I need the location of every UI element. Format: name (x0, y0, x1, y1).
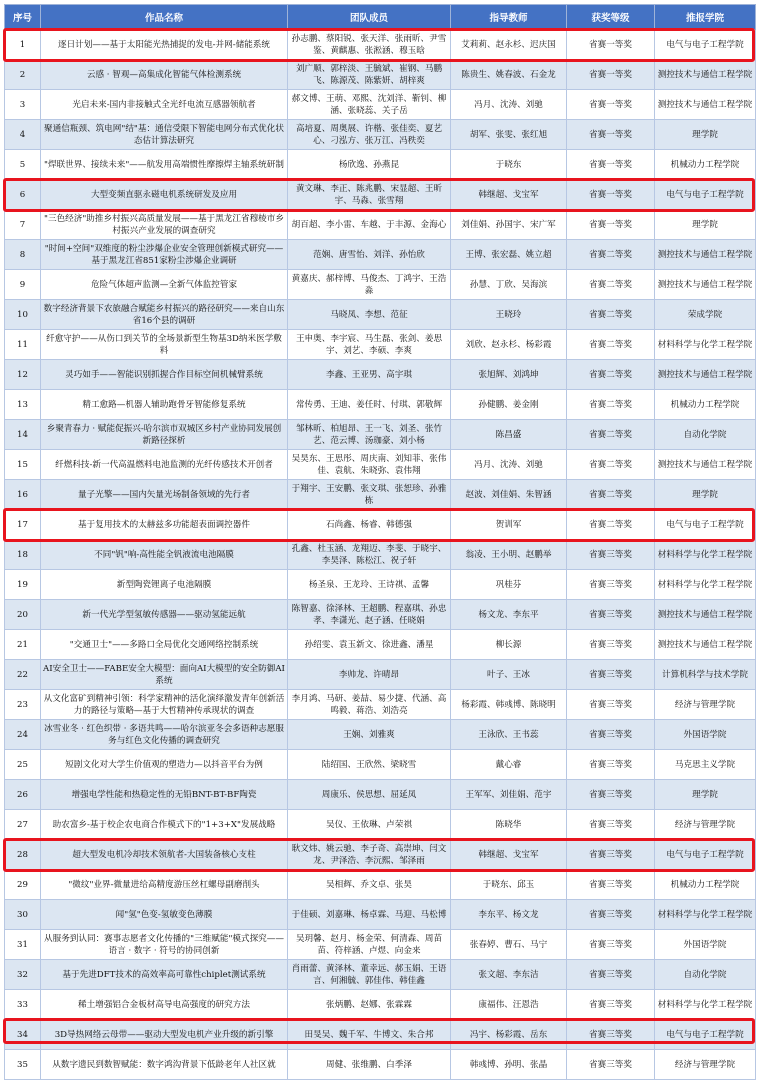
work-name: 新型陶瓷锂离子电池隔膜 (41, 570, 288, 600)
table-row (5, 630, 756, 660)
table-row (5, 360, 756, 390)
table-row (5, 330, 756, 360)
row-index: 10 (5, 300, 41, 330)
work-name: 冰雪业冬 · 红色织带 · 多语共鸣——哈尔滨亚冬会多语种志愿服务与红色文化传播的调查研究 (41, 720, 288, 750)
college: 测控技术与通信工程学院 (655, 60, 756, 90)
teacher: 韩继超、戈宝军 (451, 840, 567, 870)
table-row (5, 240, 756, 270)
table-row (5, 150, 756, 180)
team-members: 孔鑫、杜玉涵、龙翔迈、李斐、于晓宇、李昊泽、陈松江、祝子轩 (288, 540, 451, 570)
college: 材料科学与化学工程学院 (655, 540, 756, 570)
teacher: 王博、张宏磊、姚立超 (451, 240, 567, 270)
team-members: 杨圣泉、王龙玲、王诗祺、孟馨 (288, 570, 451, 600)
teacher: 冯月、沈涛、刘驰 (451, 90, 567, 120)
work-name: 聚通信瓶颈、筑电网"结"基：通信受限下智能电网分布式优化状态估计算法研究 (41, 120, 288, 150)
award-level: 省赛三等奖 (567, 780, 655, 810)
teacher: 杨文龙、李东平 (451, 600, 567, 630)
work-name: 新一代光学型氢敏传感器——驱动氢能远航 (41, 600, 288, 630)
table-row (5, 420, 756, 450)
work-name: "时间+空间"双维度的粉尘涉爆企业安全管理创新模式研究——基于黑龙江省851家粉尘涉爆企业调研 (41, 240, 288, 270)
work-name: 量子光擎——国内矢量光场制备领域的先行者 (41, 480, 288, 510)
teacher: 胡军、张雯、张红旭 (451, 120, 567, 150)
award-level: 省赛三等奖 (567, 540, 655, 570)
team-members: 黄嘉庆、郝梓博、马俊杰、丁鸿宇、王浩淼 (288, 270, 451, 300)
work-name: 危险气体超声监测—全新气体监控管家 (41, 270, 288, 300)
team-members: 耿文炜、姚云驰、李子奇、高崇坤、闫文龙、尹泽浩、李沅熙、邹泽雨 (288, 840, 451, 870)
work-name: 精工愈路—机器人辅助跑骨牙智能修复系统 (41, 390, 288, 420)
work-name: "微纹"业界-微量进给高精度游压丝杠螺母副磨削头 (41, 870, 288, 900)
work-name: 从服务到认同：赛事志愿者文化传播的"三维赋能"模式探究——语言 · 数字 · 符号的协同创新 (41, 930, 288, 960)
team-members: 李鑫、王亚男、高宇琪 (288, 360, 451, 390)
award-level: 省赛三等奖 (567, 750, 655, 780)
award-level: 省赛三等奖 (567, 720, 655, 750)
award-level: 省赛三等奖 (567, 630, 655, 660)
teacher: 王泳欣、王书蕊 (451, 720, 567, 750)
table-row (5, 510, 756, 540)
table-row (5, 120, 756, 150)
table-row (5, 840, 756, 870)
college: 电气与电子工程学院 (655, 30, 756, 60)
work-name: 助农富乡-基于校企农电商合作模式下的"1+3+X"发展战略 (41, 810, 288, 840)
college: 电气与电子工程学院 (655, 180, 756, 210)
award-level: 省赛二等奖 (567, 480, 655, 510)
work-name: 乡聚青春力 · 赋能促振兴-哈尔滨市双城区乡村产业协同发展创新路径探析 (41, 420, 288, 450)
college: 测控技术与通信工程学院 (655, 450, 756, 480)
table-row (5, 690, 756, 720)
teacher: 赵波、刘佳娟、朱智涵 (451, 480, 567, 510)
table-row (5, 660, 756, 690)
teacher: 翁凌、王小明、赵鹏举 (451, 540, 567, 570)
table-row (5, 720, 756, 750)
team-members: 孙志鹏、蔡阳锐、张天洋、张雨昕、尹雪鉴、黄麒惠、张淞涵、穆玉晗 (288, 30, 451, 60)
row-index: 11 (5, 330, 41, 360)
teacher: 张文超、李东洁 (451, 960, 567, 990)
work-name: 纤燃科技-新一代高温燃料电池监测的光纤传感技术开创者 (41, 450, 288, 480)
row-index: 31 (5, 930, 41, 960)
college: 材料科学与化学工程学院 (655, 900, 756, 930)
college: 马克思主义学院 (655, 750, 756, 780)
work-name: AI安全卫士——FABE安全大模型：面向AI大模型的安全防御AI系统 (41, 660, 288, 690)
team-members: 黄文琳、李正、陈兆鹏、宋显超、王昕宇、马淼、张雪翔 (288, 180, 451, 210)
table-row (5, 480, 756, 510)
work-name: 基于复用技术的太赫兹多功能超表面调控器件 (41, 510, 288, 540)
row-index: 18 (5, 540, 41, 570)
college: 机械动力工程学院 (655, 870, 756, 900)
table-row (5, 930, 756, 960)
award-level: 省赛二等奖 (567, 420, 655, 450)
team-members: 吴玥馨、赵月、杨金荣、何清森、周苗苗、符梓涵、卢煜、向金来 (288, 930, 451, 960)
college: 自动化学院 (655, 420, 756, 450)
college: 荣成学院 (655, 300, 756, 330)
college: 理学院 (655, 780, 756, 810)
teacher: 陈晓华 (451, 810, 567, 840)
team-members: 孙绍雯、袁玉新文、徐进鑫、潘星 (288, 630, 451, 660)
table-row (5, 540, 756, 570)
row-index: 23 (5, 690, 41, 720)
row-index: 1 (5, 30, 41, 60)
work-name: 3D导热网络云母带——驱动大型发电机产业升级的新引擎 (41, 1020, 288, 1050)
team-members: 胡百超、李小雷、车越、于丰源、金海心 (288, 210, 451, 240)
work-name: 不同"钒"响-高性能全钒液流电池隔膜 (41, 540, 288, 570)
header-teacher: 指导教师 (451, 5, 567, 30)
award-level: 省赛三等奖 (567, 810, 655, 840)
college: 电气与电子工程学院 (655, 510, 756, 540)
team-members: 王申奥、李宇宸、马生磊、张剑、姜思宇、刘艺、李硕、李爽 (288, 330, 451, 360)
teacher: 巩桂芬 (451, 570, 567, 600)
college: 外国语学院 (655, 720, 756, 750)
row-index: 34 (5, 1020, 41, 1050)
table-row (5, 600, 756, 630)
teacher: 王军军、刘佳娟、范宇 (451, 780, 567, 810)
row-index: 33 (5, 990, 41, 1020)
row-index: 32 (5, 960, 41, 990)
teacher: 戴心睿 (451, 750, 567, 780)
header-award-level: 获奖等级 (567, 5, 655, 30)
college: 自动化学院 (655, 960, 756, 990)
work-name: "焊联世界、接续未来"——航发用高端惯性摩擦焊主轴系统研制 (41, 150, 288, 180)
college: 外国语学院 (655, 930, 756, 960)
team-members: 于翔宇、王安鹏、张文琪、张恕珍、孙雅栋 (288, 480, 451, 510)
row-index: 29 (5, 870, 41, 900)
teacher: 韩彧博、孙明、张晶 (451, 1050, 567, 1080)
college: 测控技术与通信工程学院 (655, 240, 756, 270)
row-index: 25 (5, 750, 41, 780)
teacher: 于晓东 (451, 150, 567, 180)
row-index: 16 (5, 480, 41, 510)
teacher: 冯月、沈涛、刘驰 (451, 450, 567, 480)
teacher: 刘欣、赵永杉、杨彩霞 (451, 330, 567, 360)
teacher: 孙慧、丁欣、吴海滨 (451, 270, 567, 300)
row-index: 9 (5, 270, 41, 300)
college: 材料科学与化学工程学院 (655, 990, 756, 1020)
award-level: 省赛三等奖 (567, 690, 655, 720)
work-name: 大型变频直驱永磁电机系统研发及应用 (41, 180, 288, 210)
team-members: 王娴、刘雅爽 (288, 720, 451, 750)
team-members: 肖雨蕾、黄泽林、董幸远、郝玉娟、王语言、何湘毓、郭佳伟、韩佳鑫 (288, 960, 451, 990)
table-row (5, 270, 756, 300)
table-row (5, 780, 756, 810)
team-members: 石尚鑫、杨睿、韩德强 (288, 510, 451, 540)
award-level: 省赛二等奖 (567, 270, 655, 300)
row-index: 7 (5, 210, 41, 240)
teacher: 杨彩霞、韩彧博、陈晓明 (451, 690, 567, 720)
teacher: 张春婷、曹石、马宁 (451, 930, 567, 960)
teacher: 冯宇、杨彩霞、岳东 (451, 1020, 567, 1050)
header-college: 推报学院 (655, 5, 756, 30)
teacher: 刘佳娟、孙国宇、宋广军 (451, 210, 567, 240)
college: 测控技术与通信工程学院 (655, 600, 756, 630)
row-index: 19 (5, 570, 41, 600)
teacher: 王晓玲 (451, 300, 567, 330)
work-name: "交通卫士"——多路口全局优化交通网络控制系统 (41, 630, 288, 660)
award-level: 省赛三等奖 (567, 930, 655, 960)
table-row (5, 90, 756, 120)
team-members: 邹林昕、柏旭昂、王一飞、刘圣、张竹艺、范云博、汤珈豪、刘小杨 (288, 420, 451, 450)
table-row (5, 210, 756, 240)
row-index: 4 (5, 120, 41, 150)
work-name: "三色经济"助推乡村振兴高质量发展——基于黑龙江省穆棱市乡村振兴产业发展的调查研究 (41, 210, 288, 240)
team-members: 田旻吴、魏千军、牛博文、朱合邦 (288, 1020, 451, 1050)
table-row (5, 30, 756, 60)
work-name: 短剧文化对大学生价值观的塑造力—以抖音平台为例 (41, 750, 288, 780)
row-index: 15 (5, 450, 41, 480)
award-level: 省赛一等奖 (567, 30, 655, 60)
teacher: 康福伟、汪恩浩 (451, 990, 567, 1020)
team-members: 范娴、唐雪怡、刘洋、孙怡欣 (288, 240, 451, 270)
award-level: 省赛三等奖 (567, 900, 655, 930)
college: 电气与电子工程学院 (655, 1020, 756, 1050)
table-row (5, 750, 756, 780)
header-index: 序号 (5, 5, 41, 30)
award-level: 省赛二等奖 (567, 360, 655, 390)
team-members: 吴仪、王依琳、卢荣祺 (288, 810, 451, 840)
table-row (5, 900, 756, 930)
teacher: 陈昌盛 (451, 420, 567, 450)
award-level: 省赛一等奖 (567, 60, 655, 90)
team-members: 周康乐、侯思想、屈延凤 (288, 780, 451, 810)
teacher: 叶子、王冰 (451, 660, 567, 690)
row-index: 2 (5, 60, 41, 90)
table-row (5, 390, 756, 420)
award-level: 省赛二等奖 (567, 300, 655, 330)
college: 电气与电子工程学院 (655, 840, 756, 870)
table-row (5, 60, 756, 90)
award-level: 省赛一等奖 (567, 210, 655, 240)
college: 机械动力工程学院 (655, 390, 756, 420)
row-index: 13 (5, 390, 41, 420)
row-index: 17 (5, 510, 41, 540)
awards-table (4, 4, 756, 1080)
teacher: 陈贵生、姚春波、石金龙 (451, 60, 567, 90)
award-level: 省赛三等奖 (567, 840, 655, 870)
award-level: 省赛三等奖 (567, 870, 655, 900)
row-index: 3 (5, 90, 41, 120)
table-row (5, 1020, 756, 1050)
team-members: 高培夏、周奥展、许楷、张佳奕、夏艺心、刁泓方、张万江、冯秩奕 (288, 120, 451, 150)
award-level: 省赛三等奖 (567, 660, 655, 690)
work-name: 逐日计划——基于太阳能光热捕捉的发电-并网-储能系统 (41, 30, 288, 60)
college: 材料科学与化学工程学院 (655, 570, 756, 600)
team-members: 张炳鹏、赵娜、张霖霖 (288, 990, 451, 1020)
work-name: 从文化富矿到精神引领：科学家精神的活化演绎激发青年创新活力的路径与策略—基于大哲精神传承现状的调查 (41, 690, 288, 720)
team-members: 马晓凤、李想、范征 (288, 300, 451, 330)
award-level: 省赛三等奖 (567, 1020, 655, 1050)
team-members: 吴昊东、王思彤、周庆南、刘知菲、张伟佳、袁航、朱晓弥、袁伟翔 (288, 450, 451, 480)
college: 材料科学与化学工程学院 (655, 330, 756, 360)
award-level: 省赛一等奖 (567, 150, 655, 180)
teacher: 韩继超、戈宝军 (451, 180, 567, 210)
table-row (5, 450, 756, 480)
row-index: 22 (5, 660, 41, 690)
award-level: 省赛二等奖 (567, 330, 655, 360)
row-index: 12 (5, 360, 41, 390)
award-level: 省赛三等奖 (567, 570, 655, 600)
team-members: 吴相辉、乔文卓、张昊 (288, 870, 451, 900)
table-row (5, 960, 756, 990)
work-name: 云感 · 智观—高集成化智能气体检测系统 (41, 60, 288, 90)
team-members: 杨欣逸、孙燕昆 (288, 150, 451, 180)
table-row (5, 990, 756, 1020)
work-name: 纤愈守护——从伤口到关节的全场景新型生物基3D纳米医学敷料 (41, 330, 288, 360)
table-row (5, 300, 756, 330)
college: 经济与管理学院 (655, 1050, 756, 1080)
team-members: 李月鸿、马研、姜喆、易少捷、代涵、高鸣毅、蒋浩、刘浩亮 (288, 690, 451, 720)
award-level: 省赛二等奖 (567, 450, 655, 480)
award-level: 省赛二等奖 (567, 510, 655, 540)
college: 理学院 (655, 210, 756, 240)
work-name: 基于先进DFT技术的高效率高可靠性chiplet测试系统 (41, 960, 288, 990)
award-level: 省赛二等奖 (567, 390, 655, 420)
work-name: 光启未来-国内非接触式全光纤电流互感器领航者 (41, 90, 288, 120)
award-level: 省赛二等奖 (567, 240, 655, 270)
table-header-row (5, 5, 756, 30)
row-index: 5 (5, 150, 41, 180)
award-level: 省赛三等奖 (567, 1050, 655, 1080)
college: 理学院 (655, 120, 756, 150)
teacher: 于晓东、邱玉 (451, 870, 567, 900)
row-index: 27 (5, 810, 41, 840)
table-row (5, 570, 756, 600)
team-members: 陆绍国、王欣然、梁晓雪 (288, 750, 451, 780)
work-name: 闻"氢"色变-氢敏变色薄膜 (41, 900, 288, 930)
college: 理学院 (655, 480, 756, 510)
teacher: 贺训军 (451, 510, 567, 540)
award-level: 省赛三等奖 (567, 960, 655, 990)
college: 测控技术与通信工程学院 (655, 90, 756, 120)
teacher: 孙健鹏、姜金刚 (451, 390, 567, 420)
team-members: 于佳硕、刘嘉琳、杨卓霖、马迎、马松博 (288, 900, 451, 930)
row-index: 20 (5, 600, 41, 630)
row-index: 21 (5, 630, 41, 660)
row-index: 6 (5, 180, 41, 210)
row-index: 30 (5, 900, 41, 930)
row-index: 28 (5, 840, 41, 870)
award-level: 省赛三等奖 (567, 990, 655, 1020)
row-index: 14 (5, 420, 41, 450)
award-level: 省赛一等奖 (567, 120, 655, 150)
team-members: 郝文博、王萌、邓熙、沈刘洋、靳钊、柳涵、张晓蕊、关子岳 (288, 90, 451, 120)
college: 机械动力工程学院 (655, 150, 756, 180)
work-name: 从数字遗民到数智赋能：数字鸿沟背景下低龄老年人社区就 (41, 1050, 288, 1080)
table-row (5, 180, 756, 210)
row-index: 35 (5, 1050, 41, 1080)
work-name: 超大型发电机冷却技术领航者-大国装备核心支柱 (41, 840, 288, 870)
team-members: 陈智嘉、徐泽林、王超鹏、程嘉琪、孙忠孝、李潇光、赵子涵、任晓娟 (288, 600, 451, 630)
award-level: 省赛一等奖 (567, 180, 655, 210)
header-team-members: 团队成员 (288, 5, 451, 30)
teacher: 艾莉莉、赵永杉、迟庆国 (451, 30, 567, 60)
row-index: 26 (5, 780, 41, 810)
college: 测控技术与通信工程学院 (655, 270, 756, 300)
team-members: 常传勇、王迪、姜任时、付琪、郭敬辉 (288, 390, 451, 420)
row-index: 8 (5, 240, 41, 270)
college: 经济与管理学院 (655, 810, 756, 840)
teacher: 李东平、杨文龙 (451, 900, 567, 930)
work-name: 灵巧如手——智能识别抓握合作目标空间机械臂系统 (41, 360, 288, 390)
teacher: 张旭辉、刘鸿坤 (451, 360, 567, 390)
team-members: 李帅龙、许晴昂 (288, 660, 451, 690)
work-name: 数字经济背景下农旅融合赋能乡村振兴的路径研究——来自山东省16个县的调研 (41, 300, 288, 330)
table-row (5, 810, 756, 840)
header-work-name: 作品名称 (41, 5, 288, 30)
row-index: 24 (5, 720, 41, 750)
table-row (5, 870, 756, 900)
teacher: 柳长源 (451, 630, 567, 660)
award-level: 省赛一等奖 (567, 90, 655, 120)
college: 计算机科学与技术学院 (655, 660, 756, 690)
college: 测控技术与通信工程学院 (655, 630, 756, 660)
table-row (5, 1050, 756, 1080)
team-members: 周健、张维鹏、白季泽 (288, 1050, 451, 1080)
team-members: 刘广顺、郭梓淡、王毓斌、崔钢、马鹏飞、陈源茂、陈紫妍、胡梓爽 (288, 60, 451, 90)
college: 测控技术与通信工程学院 (655, 360, 756, 390)
work-name: 稀土增强铝合金板材高导电高强度的研究方法 (41, 990, 288, 1020)
award-level: 省赛三等奖 (567, 600, 655, 630)
college: 经济与管理学院 (655, 690, 756, 720)
work-name: 增强电学性能和热稳定性的无铅BNT-BT-BF陶瓷 (41, 780, 288, 810)
